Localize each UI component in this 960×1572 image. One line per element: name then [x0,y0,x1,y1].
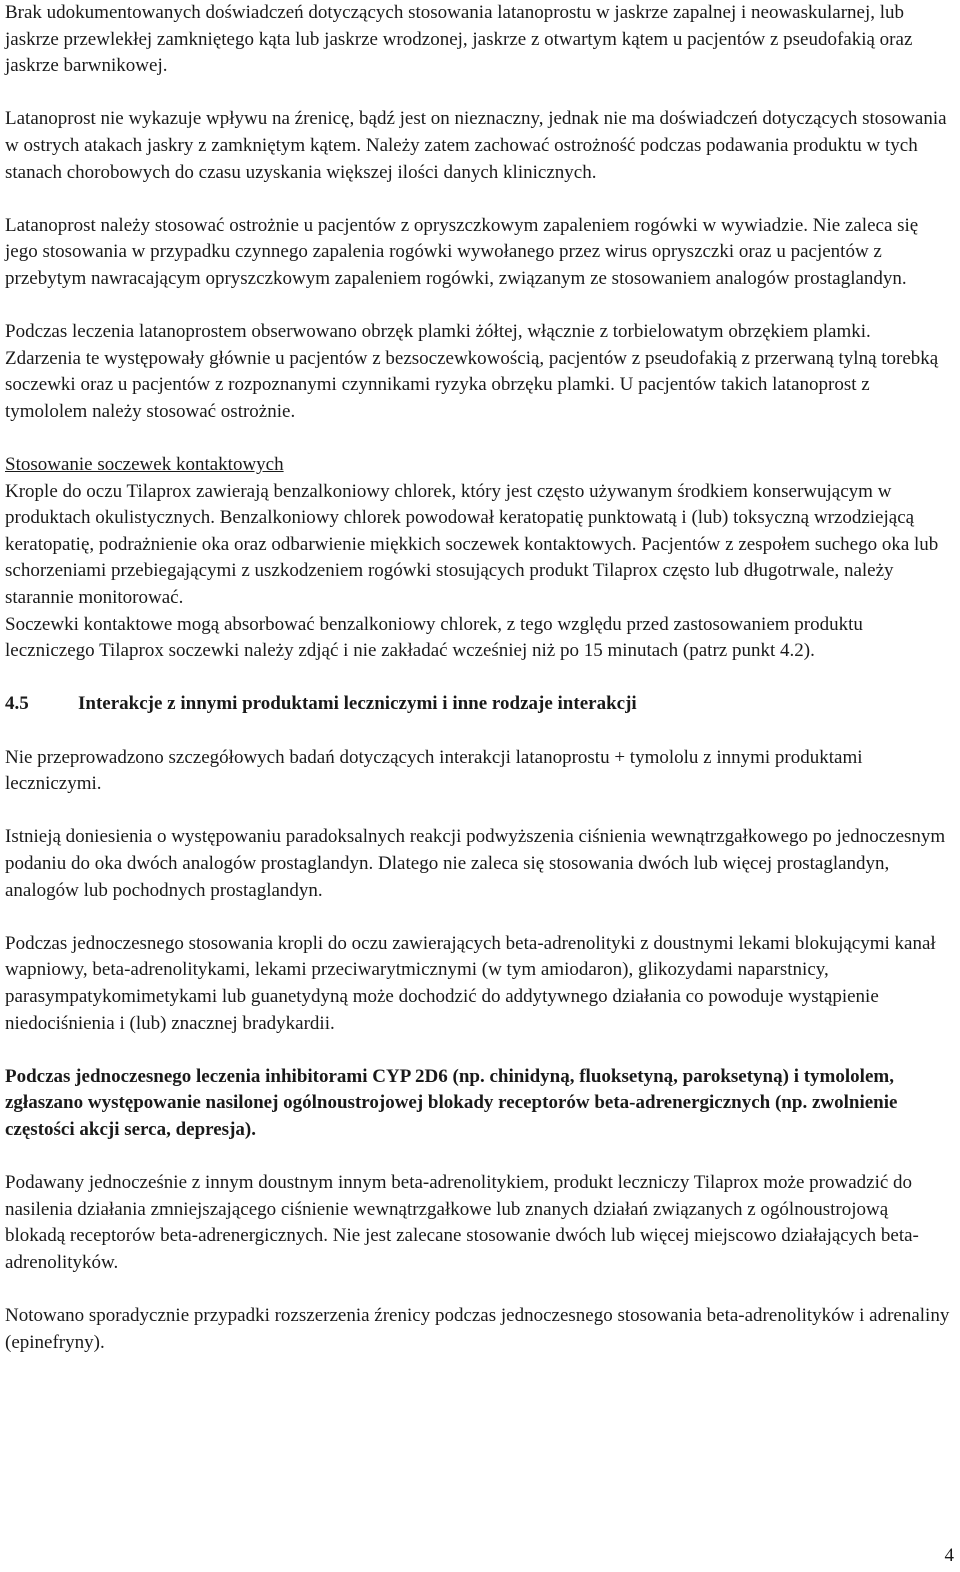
paragraph-pupil-effect: Latanoprost nie wykazuje wpływu na źrenicę, bądź jest on nieznaczny, jednak nie ma doświadczeń dotyczących stosowania w ostrych atakach jaskry z zamkniętym kątem. Należy zatem zachować ostrożność podczas podawania produktu w tych stanach chorobowych do czasu uzyskania większej ilości danych klinicznych. [5,108,947,183]
paragraph-mydriasis: Notowano sporadycznie przypadki rozszerzenia źrenicy podczas jednoczesnego stosowania beta-adrenolityków i adrenaliny (epinefryny). [5,1305,950,1353]
contact-lens-heading: Stosowanie soczewek kontaktowych [5,454,284,476]
page-number: 4 [944,1545,954,1566]
paragraph-glaucoma-types: Brak udokumentowanych doświadczeń dotyczących stosowania latanoprostu w jaskrze zapalnej i neowaskularnej, lub jaskrze przewlekłej zamkniętego kąta lub jaskrze wrodzonej, jaskrze z otwartym kątem u pacjentów z pseudofakią oraz jaskrze barwnikowej. [5,2,913,77]
section-number: 4.5 [5,693,29,715]
section-heading-4-5 [5,691,950,718]
section-title: Interakcje z innymi produktami leczniczymi i inne rodzaje interakcji [78,693,637,715]
paragraph-oral-beta-blocker: Podawany jednocześnie z innym doustnym innym beta-adrenolitykiem, produkt leczniczy Tilaprox może prowadzić do nasilenia działania zmniejszającego ciśnienie wewnątrzgałkowe lub znanych działań związanych z ogólnoustrojową blokadą receptorów beta-adrenergicznych. Nie jest zalecane stosowanie dwóch lub więcej miejscowo działających beta-adrenolityków. [5,1172,919,1273]
paragraph-additive-effects: Podczas jednoczesnego stosowania kropli do oczu zawierających beta-adrenolityki z doustnymi lekami blokującymi kanał wapniowy, beta-adrenolitykami, lekami przeciwarytmicznymi (w tym amiodaron), glikozydami naparstnicy, parasympatykomimetykami lub guanetydyną może dochodzić do addytywnego działania co powoduje wystąpienie niedociśnienia i (lub) znacznej bradykardii. [5,932,936,1034]
document-page [5,0,950,1356]
paragraph-macular-edema: Podczas leczenia latanoprostem obserwowano obrzęk plamki żółtej, włącznie z torbielowatym obrzękiem plamki. Zdarzenia te występowały głównie u pacjentów z bezsoczewkowością, pacjentów z pseudofakią z przerwaną tylną torebką soczewki oraz u pacjentów z rozpoznanymi czynnikami ryzyka obrzęku plamki. U pacjentów takich latanoprost z tymololem należy stosować ostrożnie. [5,321,939,422]
paragraph-benzalkonium: Krople do oczu Tilaprox zawierają benzalkoniowy chlorek, który jest często używanym środkiem konserwującym w produktach okulistycznych. Benzalkoniowy chlorek powodował keratopatię punktowatą i (lub) toksyczną wrzodziejącą keratopatię, podrażnienie oka oraz odbarwienie miękkich soczewek kontaktowych. Pacjentów z zespołem suchego oka lub schorzeniami przebiegającymi z uszkodzeniem rogówki stosujących produkt Tilaprox często lub długotrwale, należy starannie monitorować. [5,480,939,609]
paragraph-herpetic-keratitis: Latanoprost należy stosować ostrożnie u pacjentów z opryszczkowym zapaleniem rogówki w wywiadzie. Nie zaleca się jego stosowania w przypadku czynnego zapalenia rogówki wywołanego przez wirus opryszczki oraz u pacjentów z przebytym nawracającym opryszczkowym zapaleniem rogówki, związanym ze stosowaniem analogów prostaglandyn. [5,214,919,289]
paragraph-prostaglandin-reactions: Istnieją doniesienia o występowaniu paradoksalnych reakcji podwyższenia ciśnienia wewnątrzgałkowego po jednoczesnym podaniu do oka dwóch analogów prostaglandyn. Dlatego nie zaleca się stosowania dwóch lub więcej prostaglandyn, analogów lub pochodnych prostaglandyn. [5,826,946,901]
paragraph-cyp2d6-warning: Podczas jednoczesnego leczenia inhibitorami CYP 2D6 (np. chinidyną, fluoksetyną, paroksetyną) i tymololem, zgłaszano występowanie nasilonej ogólnoustrojowej blokady receptorów beta-adrenergicznych (np. zwolnienie częstości akcji serca, depresja). [5,1065,898,1140]
paragraph-no-studies: Nie przeprowadzono szczegółowych badań dotyczących interakcji latanoprostu + tymololu z innymi produktami leczniczymi. [5,746,863,795]
paragraph-contact-lens-removal: Soczewki kontaktowe mogą absorbować benzalkoniowy chlorek, z tego względu przed zastosowaniem produktu leczniczego Tilaprox soczewki należy zdjąć i nie zakładać wcześniej niż po 15 minutach (patrz punkt 4.2). [5,613,863,662]
